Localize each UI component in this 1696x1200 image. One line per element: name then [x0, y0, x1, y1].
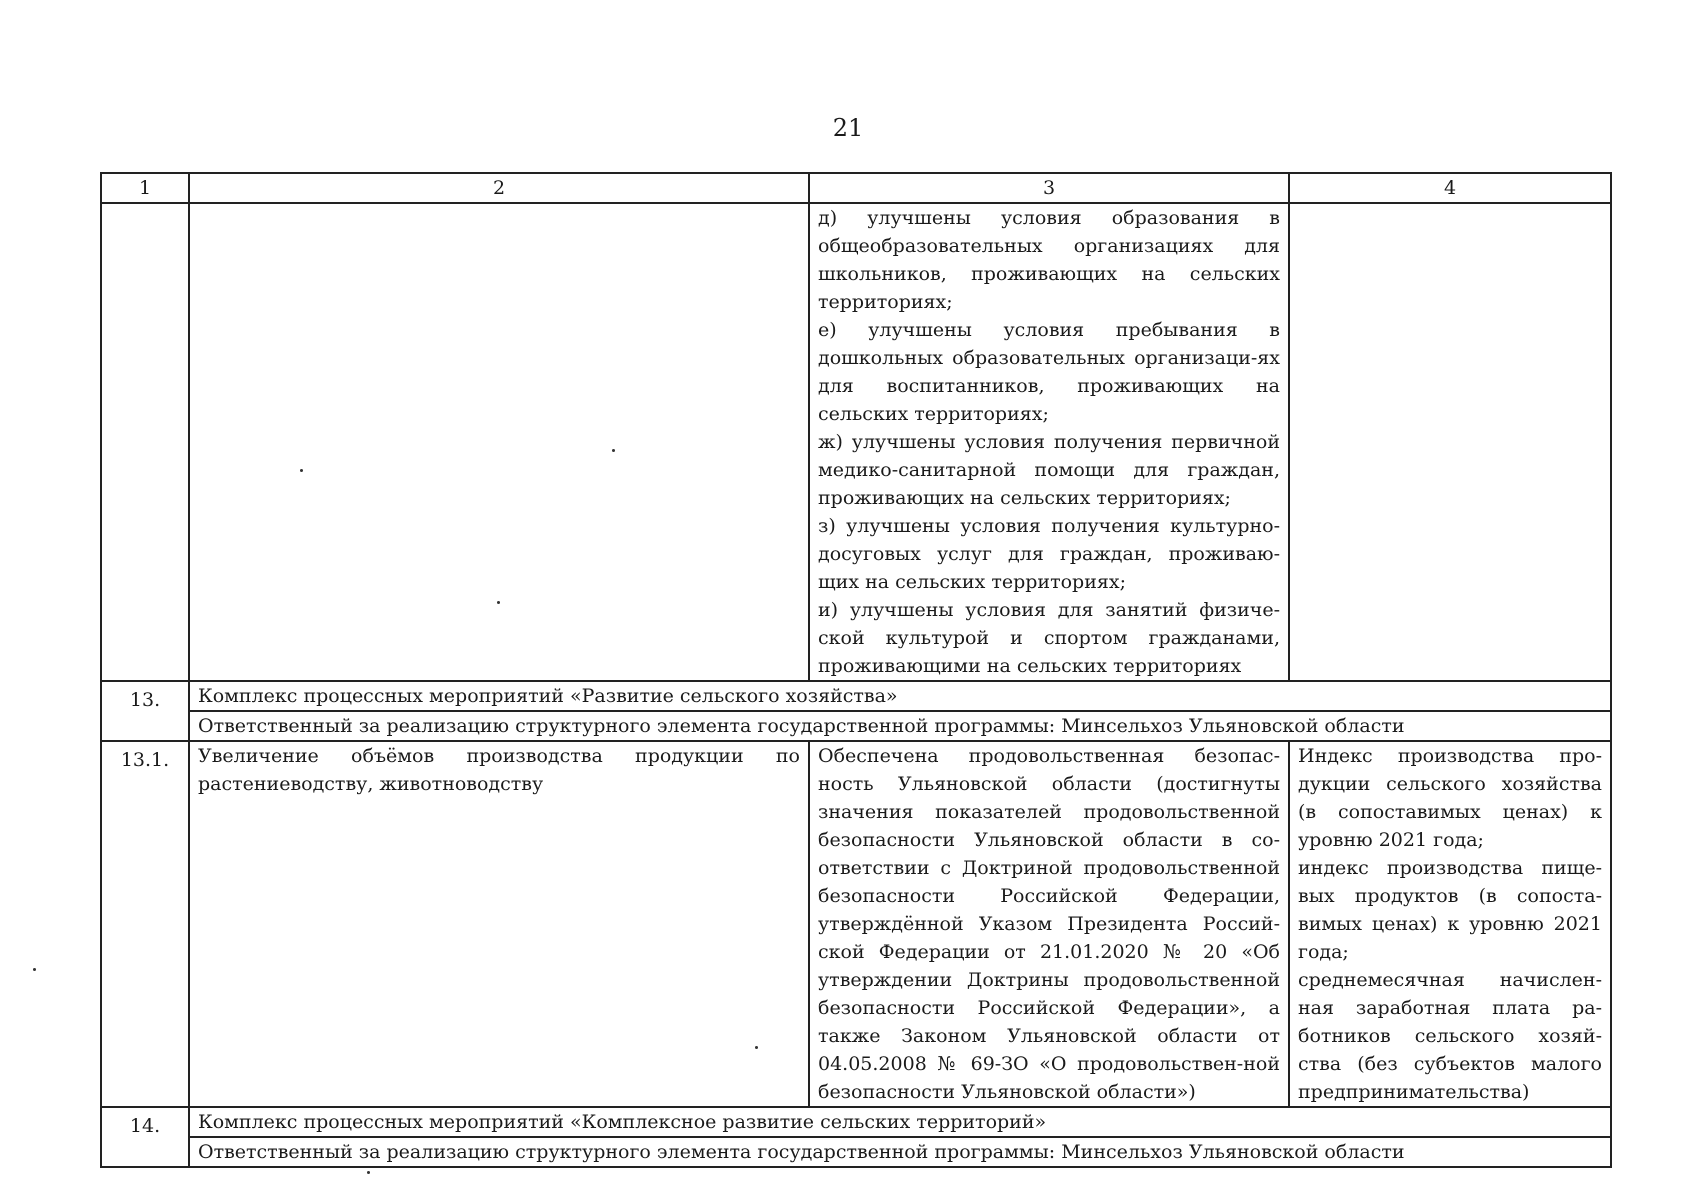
column-header-4: 4 [1289, 173, 1611, 203]
scan-speck [300, 469, 303, 472]
table-row [101, 203, 1611, 681]
section-14-title: Комплекс процессных мероприятий «Комплексное развитие сельских территорий» [189, 1107, 1611, 1137]
scan-speck [497, 601, 500, 604]
scan-speck [612, 449, 615, 452]
program-table [100, 172, 1612, 1168]
row-13-1-indicator: Индекс производства про-дукции сельского хозяйства (в сопоставимых ценах) к уровню 2021 года; индекс производства пище-вых продуктов (в сопоста-вимых ценах) к уровню 2021 года; среднемесячная начислен-ная заработная плата ра-ботников сельского хозяй-ства (без субъектов малого предпринимательства) [1289, 741, 1611, 1107]
scan-speck [367, 1171, 370, 1174]
section-13-title-row [101, 681, 1611, 711]
section-14-responsible: Ответственный за реализацию структурного элемента государственной программы: Минсельхоз Ульяновской области [189, 1137, 1611, 1167]
scan-speck [755, 1046, 758, 1049]
row-13-1-result: Обеспечена продовольственная безопас-ность Ульяновской области (достигнуты значения показателей продовольственной безопасности Ульяновской области в со-ответствии с Доктриной продовольственной безопасности Российской Федерации, утверждённой Указом Президента Россий-ской Федерации от 21.01.2020 № 20 «Об утверждении Доктрины продовольственной безопасности Российской Федерации», а также Законом Ульяновской области от 04.05.2008 № 69-ЗО «О продовольствен-ной безопасности Ульяновской области») [809, 741, 1289, 1107]
table-header-row [101, 173, 1611, 203]
scan-speck [33, 968, 36, 971]
section-13-responsible: Ответственный за реализацию структурного элемента государственной программы: Минсельхоз Ульяновской области [189, 711, 1611, 741]
row-indicator-cell [1289, 203, 1611, 681]
table-row [101, 741, 1611, 1107]
section-14-responsible-row [101, 1137, 1611, 1167]
row-number-cell [101, 203, 189, 681]
row-13-1-name: Увеличение объёмов производства продукции по растениеводству, животноводству [189, 741, 809, 1107]
column-header-1: 1 [101, 173, 189, 203]
column-header-2: 2 [189, 173, 809, 203]
section-13-responsible-row [101, 711, 1611, 741]
section-13-title: Комплекс процессных мероприятий «Развитие сельского хозяйства» [189, 681, 1611, 711]
row-name-cell [189, 203, 809, 681]
column-header-3: 3 [809, 173, 1289, 203]
row-13-1-number: 13.1. [101, 741, 189, 1107]
page-number: 21 [832, 114, 864, 142]
section-14-number: 14. [101, 1107, 189, 1167]
row-result-cell: д) улучшены условия образования в общеобразовательных организациях для школьников, проживающих на сельских территориях; е) улучшены условия пребывания в дошкольных образовательных организаци-ях для воспитанников, проживающих на сельских территориях; ж) улучшены условия получения первичной медико-санитарной помощи для граждан, проживающих на сельских территориях; з) улучшены условия получения культурно-досуговых услуг для граждан, проживаю-щих на сельских территориях; и) улучшены условия для занятий физиче-ской культурой и спортом гражданами, проживающими на сельских территориях [809, 203, 1289, 681]
section-13-number: 13. [101, 681, 189, 741]
section-14-title-row [101, 1107, 1611, 1137]
